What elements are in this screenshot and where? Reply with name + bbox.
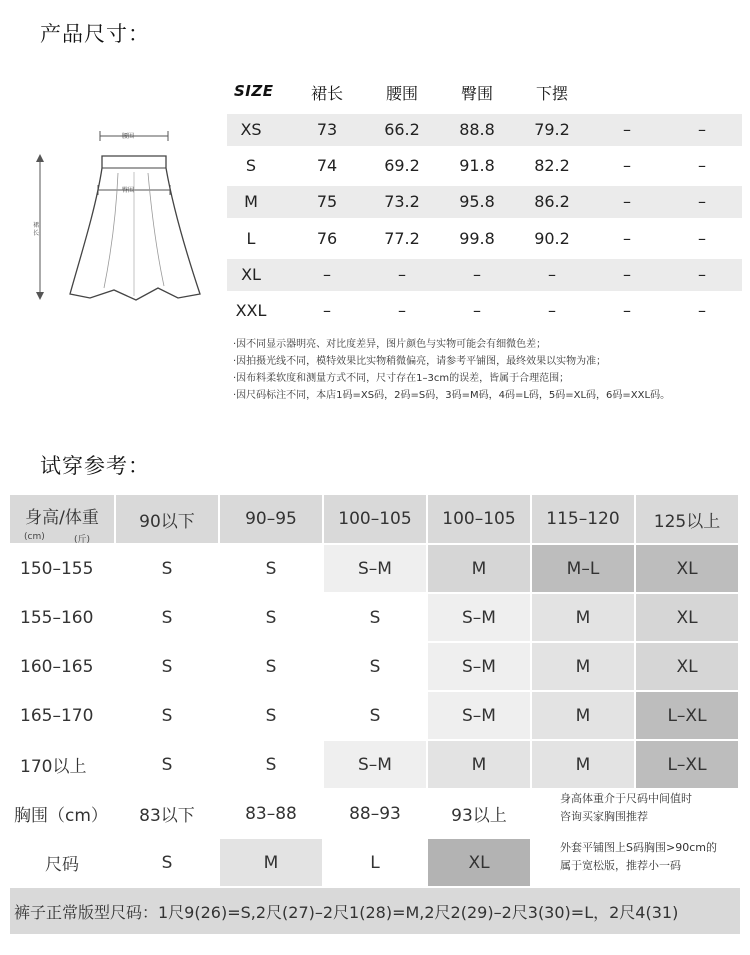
extra-cell: –	[623, 120, 631, 139]
corner-label: 身高/体重	[25, 507, 99, 528]
fitting-row	[10, 692, 740, 741]
hem-cell: –	[548, 301, 556, 320]
size-recommend-cell: S	[324, 692, 428, 741]
size-value: M	[220, 839, 324, 888]
chest-note-line: 咨询买家胸围推荐	[560, 810, 648, 823]
size-value: S	[116, 839, 220, 888]
size-recommend-cell: S–M	[428, 594, 532, 643]
fitting-row	[10, 741, 740, 790]
size-note	[532, 839, 740, 888]
fitting-header-row	[10, 495, 740, 545]
size-recommend-cell: S	[116, 692, 220, 741]
disclaimer-notes	[233, 336, 670, 404]
length-cell: –	[323, 265, 331, 284]
size-recommend-cell: M	[532, 594, 636, 643]
size-recommend-cell: XL	[636, 545, 740, 594]
size-cell: XS	[240, 120, 262, 139]
extra-cell: –	[698, 265, 706, 284]
extra-cell: –	[698, 120, 706, 139]
size-value: XL	[428, 839, 532, 888]
size-recommend-cell: S	[324, 643, 428, 692]
waist-header: 腰围	[386, 84, 419, 103]
chest-value: 83–88	[220, 790, 324, 839]
length-cell: 73	[316, 120, 338, 139]
height-cell: 160–165	[10, 643, 116, 692]
size-recommend-cell: M	[532, 692, 636, 741]
fitting-row	[10, 643, 740, 692]
chest-value: 88–93	[324, 790, 428, 839]
extra-cell: –	[698, 229, 706, 248]
size-recommend-cell: M	[532, 643, 636, 692]
extra-cell: –	[623, 301, 631, 320]
size-recommend-cell: L–XL	[636, 741, 740, 790]
weight-header: 90–95	[220, 495, 324, 545]
hem-cell: 90.2	[534, 229, 570, 248]
height-cell: 170以上	[10, 741, 116, 790]
note-line: ·因不同显示器明亮、对比度差异，图片颜色与实物可能会有细微色差；	[233, 339, 547, 350]
chest-note-line: 身高体重介于尺码中间值时	[560, 792, 692, 805]
waist-cell: –	[398, 301, 406, 320]
size-row-xs	[227, 114, 742, 146]
hip-cell: 88.8	[459, 120, 495, 139]
size-cell: L	[246, 229, 256, 248]
extra-cell: –	[698, 192, 706, 211]
hip-label: 臀围	[122, 187, 135, 194]
hem-cell: –	[548, 265, 556, 284]
hip-header: 臀围	[461, 84, 494, 103]
size-cell: M	[244, 192, 258, 211]
extra-cell: –	[698, 301, 706, 320]
hip-cell: 91.8	[459, 156, 495, 175]
size-recommend-cell: S	[220, 545, 324, 594]
size-recommend-cell: M	[428, 741, 532, 790]
size-note-line: 属于宽松版，推荐小一码	[560, 859, 681, 872]
weight-header: 90以下	[116, 495, 220, 545]
pants-size-note: 裤子正常版型尺码：1尺9(26)=S,2尺(27)–2尺1(28)=M,2尺2(29)–2尺3(30)=L，2尺4(31)	[10, 888, 740, 934]
section-title-product-size: 产品尺寸：	[40, 22, 150, 46]
size-header: SIZE	[234, 82, 274, 100]
chest-value: 93以上	[428, 790, 532, 839]
size-value: L	[324, 839, 428, 888]
size-cell: XXL	[235, 301, 267, 320]
height-cell: 155–160	[10, 594, 116, 643]
size-note-line: 外套平铺图上S码胸围>90cm的	[560, 841, 717, 854]
hem-cell: 86.2	[534, 192, 570, 211]
size-recommend-cell: L–XL	[636, 692, 740, 741]
size-cell: S	[245, 156, 257, 175]
size-recommend-cell: S	[220, 692, 324, 741]
size-recommend-cell: S	[220, 741, 324, 790]
size-row-m	[227, 186, 742, 218]
size-recommend-cell: XL	[636, 643, 740, 692]
size-recommend-cell: S	[220, 643, 324, 692]
size-recommend-cell: S–M	[428, 692, 532, 741]
waist-cell: 66.2	[384, 120, 420, 139]
weight-header: 100–105	[324, 495, 428, 545]
weight-header: 125以上	[636, 495, 740, 545]
waist-cell: –	[398, 265, 406, 284]
chest-row	[10, 790, 740, 839]
extra-cell: –	[623, 156, 631, 175]
size-recommend-cell: S	[116, 643, 220, 692]
length-cell: 76	[316, 229, 338, 248]
extra-cell: –	[623, 192, 631, 211]
size-row	[10, 839, 740, 888]
chest-label: 胸围（cm）	[10, 790, 116, 839]
note-line: ·因布料柔软度和测量方式不同，尺寸存在1–3cm的误差，皆属于合理范围；	[233, 373, 570, 384]
size-recommend-cell: S	[116, 594, 220, 643]
weight-header: 115–120	[532, 495, 636, 545]
size-label: 尺码	[10, 839, 116, 888]
size-recommend-cell: S–M	[324, 741, 428, 790]
size-recommend-cell: M–L	[532, 545, 636, 594]
hip-cell: 99.8	[459, 229, 495, 248]
hip-cell: –	[473, 265, 481, 284]
fitting-row	[10, 594, 740, 643]
size-row-l	[227, 223, 742, 255]
hip-cell: 95.8	[459, 192, 495, 211]
skirt-diagram	[18, 128, 223, 303]
section-title-fitting: 试穿参考：	[40, 454, 150, 478]
size-recommend-cell: S–M	[428, 643, 532, 692]
hem-header: 下摆	[536, 84, 569, 103]
extra-cell: –	[698, 156, 706, 175]
length-label: 裙长	[33, 222, 40, 237]
height-cell: 150–155	[10, 545, 116, 594]
size-recommend-cell: S	[324, 594, 428, 643]
length-cell: 74	[316, 156, 338, 175]
size-recommend-cell: M	[532, 741, 636, 790]
hem-cell: 82.2	[534, 156, 570, 175]
size-recommend-cell: S	[116, 741, 220, 790]
size-recommend-cell: XL	[636, 594, 740, 643]
extra-cell: –	[623, 229, 631, 248]
waist-label: 腰围	[122, 133, 135, 140]
size-cell: XL	[241, 265, 261, 284]
hip-cell: –	[473, 301, 481, 320]
waist-cell: 69.2	[384, 156, 420, 175]
size-row-xxl	[227, 295, 742, 327]
chest-note	[532, 790, 740, 839]
length-cell: 75	[316, 192, 338, 211]
fitting-row	[10, 545, 740, 594]
waist-cell: 77.2	[384, 229, 420, 248]
hem-cell: 79.2	[534, 120, 570, 139]
corner-sub-jin: (斤)	[74, 535, 91, 545]
extra-cell: –	[623, 265, 631, 284]
corner-cell	[10, 495, 116, 545]
size-recommend-cell: M	[428, 545, 532, 594]
size-row-s	[227, 150, 742, 182]
weight-header: 100–105	[428, 495, 532, 545]
size-recommend-cell: S	[220, 594, 324, 643]
length-header: 裙长	[311, 84, 344, 103]
size-recommend-cell: S	[116, 545, 220, 594]
note-line: ·因尺码标注不同，本店1码=XS码，2码=S码，3码=M码，4码=L码，5码=XL码，6码=XXL码。	[233, 390, 671, 401]
corner-sub-cm: (cm)	[24, 532, 45, 542]
note-line: ·因拍摄光线不同，模特效果比实物稍微偏亮，请参考平铺图，最终效果以实物为准；	[233, 356, 607, 367]
waist-cell: 73.2	[384, 192, 420, 211]
length-cell: –	[323, 301, 331, 320]
size-row-xl	[227, 259, 742, 291]
chest-value: 83以下	[116, 790, 220, 839]
size-recommend-cell: S–M	[324, 545, 428, 594]
height-cell: 165–170	[10, 692, 116, 741]
